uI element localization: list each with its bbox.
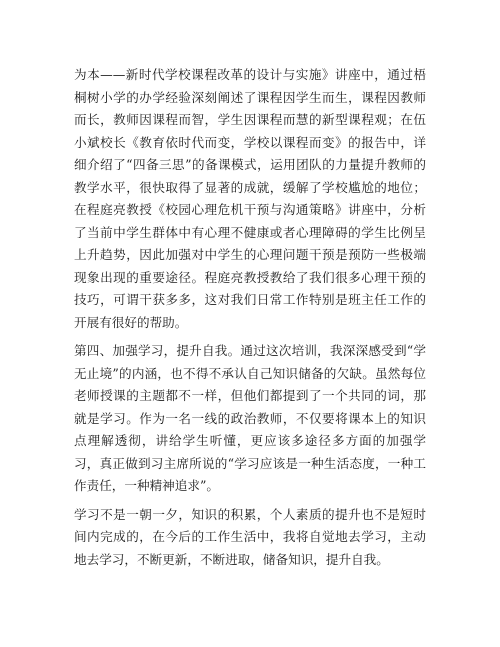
paragraph-strengthen-learning: 第四、加强学习，提升自我。通过这次培训，我深深感受到“学无止境”的内涵，也不得不承认自己知识储备的欠缺。虽然每位老师授课的主题都不一样，但他们都提到了一个共同的词，那就是学习。作为一名一线的政治教师，不仅要将课本上的知识点理解透彻，讲给学生听懂，更应该多途径多方面的加强学习，真正做到习主席所说的“学习应该是一种生活态度，一种工作责任，一种精神追求”。 <box>74 343 426 493</box>
paragraph-continuous-learning: 学习不是一朝一夕，知识的积累，个人素质的提升也不是短时间内完成的，在今后的工作生活中，我将自觉地去学习，主动地去学习，不断更新，不断进取，储备知识，提升自我。 <box>74 506 426 567</box>
paragraph-course-reform: 为本——新时代学校课程改革的设计与实施》讲座中，通过梧桐树小学的办学经验深刻阐述了课程因学生而生，课程因教师而长，教师因课程而智，学生因课程而慧的新型课程观；在伍小斌校长《教育依时代而变，学校以课程而变》的报告中，详细介绍了“四备三思”的备课模式，运用团队的力量提升教师的教学水平，很快取得了显著的成就，缓解了学校尴尬的地位；在程庭亮教授《校园心理危机干预与沟通策略》讲座中，分析了当前中学生群体中有心理不健康或者心理障碍的学生比例呈上升趋势，因此加强对中学生的心理问题干预是预防一些极端现象出现的重要途径。程庭亮教授教给了我们很多心理干预的技巧，可谓干获多多，这对我们日常工作特别是班主任工作的开展有很好的帮助。 <box>74 67 426 330</box>
